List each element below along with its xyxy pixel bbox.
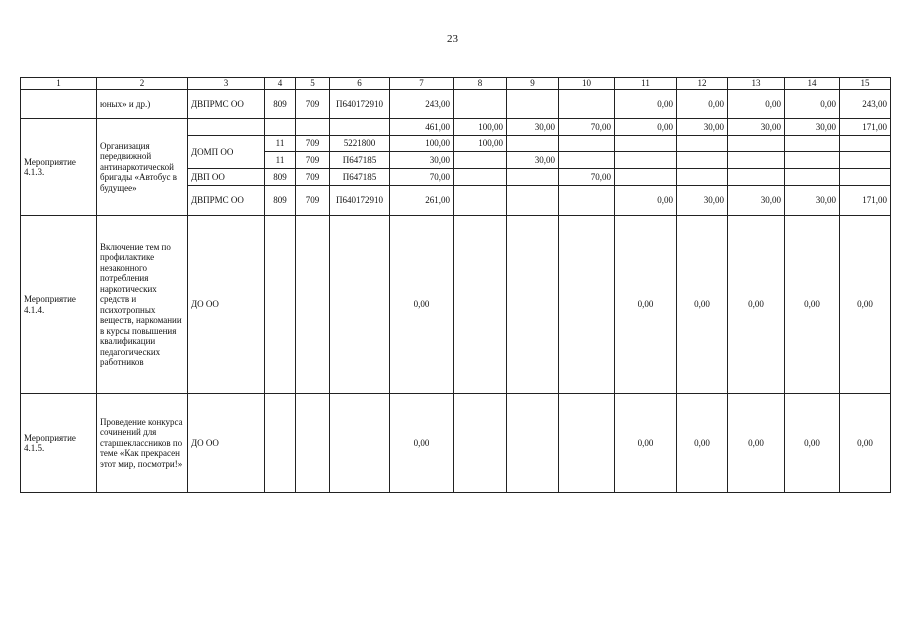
value-cell: [559, 136, 615, 152]
value-cell: [454, 90, 507, 119]
code-cell: 11: [265, 136, 296, 152]
value-cell: 0,00: [615, 90, 677, 119]
code-cell: 709: [296, 152, 330, 169]
table-row: [21, 216, 891, 394]
value-cell: 30,00: [785, 186, 840, 216]
executor-cell: ДО ОО: [188, 216, 265, 394]
table-row: [21, 90, 891, 119]
value-cell: [507, 216, 559, 394]
value-cell: [677, 169, 728, 186]
value-cell: [840, 136, 891, 152]
measure-description: Включение тем по профилактике незаконного потребления наркотических средств и психотропных веществ, наркомании в курсы повышения квалификации педагогических работников: [97, 216, 188, 394]
measure-cell: [21, 90, 97, 119]
measure-title: Мероприятие 4.1.5.: [21, 394, 97, 493]
code-cell: [296, 119, 330, 136]
value-cell: 0,00: [615, 186, 677, 216]
value-cell: [728, 169, 785, 186]
code-cell: 709: [296, 169, 330, 186]
value-cell: 243,00: [390, 90, 454, 119]
code-cell: 709: [296, 90, 330, 119]
value-cell: 30,00: [677, 186, 728, 216]
value-cell: [728, 136, 785, 152]
executor-cell: ДВП ОО: [188, 169, 265, 186]
header-cell: 12: [677, 78, 728, 90]
value-cell: 30,00: [785, 119, 840, 136]
value-cell: 100,00: [454, 119, 507, 136]
value-cell: [615, 169, 677, 186]
value-cell: [507, 169, 559, 186]
code-cell: П647185: [330, 152, 390, 169]
code-cell: [296, 394, 330, 493]
value-cell: [454, 394, 507, 493]
code-cell: [330, 216, 390, 394]
value-cell: 0,00: [785, 394, 840, 493]
value-cell: 30,00: [507, 119, 559, 136]
header-row: [21, 78, 891, 90]
value-cell: 0,00: [390, 394, 454, 493]
code-cell: [296, 216, 330, 394]
header-cell: 8: [454, 78, 507, 90]
value-cell: 70,00: [559, 119, 615, 136]
value-cell: [840, 169, 891, 186]
value-cell: 0,00: [785, 90, 840, 119]
executor-cell: ДО ОО: [188, 394, 265, 493]
value-cell: 171,00: [840, 119, 891, 136]
value-cell: 0,00: [728, 394, 785, 493]
header-cell: 6: [330, 78, 390, 90]
value-cell: 0,00: [728, 90, 785, 119]
value-cell: [559, 90, 615, 119]
value-cell: [507, 90, 559, 119]
value-cell: 70,00: [390, 169, 454, 186]
measure-description: Проведение конкурса сочинений для старшеклассников по теме «Как прекрасен этот мир, посмотри!»: [97, 394, 188, 493]
value-cell: [785, 152, 840, 169]
value-cell: [559, 216, 615, 394]
value-cell: 0,00: [840, 394, 891, 493]
code-cell: [265, 216, 296, 394]
code-cell: П640172910: [330, 90, 390, 119]
header-cell: 4: [265, 78, 296, 90]
code-cell: [330, 394, 390, 493]
value-cell: [454, 216, 507, 394]
value-cell: [785, 136, 840, 152]
value-cell: 70,00: [559, 169, 615, 186]
header-cell: 15: [840, 78, 891, 90]
value-cell: 0,00: [840, 216, 891, 394]
value-cell: [454, 152, 507, 169]
value-cell: 243,00: [840, 90, 891, 119]
code-cell: П647185: [330, 169, 390, 186]
code-cell: П640172910: [330, 186, 390, 216]
value-cell: [559, 152, 615, 169]
value-cell: [677, 152, 728, 169]
value-cell: 0,00: [785, 216, 840, 394]
value-cell: [559, 394, 615, 493]
code-cell: 809: [265, 186, 296, 216]
value-cell: 30,00: [507, 152, 559, 169]
value-cell: 30,00: [677, 119, 728, 136]
code-cell: 11: [265, 152, 296, 169]
code-cell: 709: [296, 186, 330, 216]
value-cell: [507, 136, 559, 152]
value-cell: 261,00: [390, 186, 454, 216]
header-cell: 7: [390, 78, 454, 90]
value-cell: 0,00: [677, 90, 728, 119]
code-cell: [265, 394, 296, 493]
value-cell: [785, 169, 840, 186]
value-cell: 100,00: [390, 136, 454, 152]
header-cell: 10: [559, 78, 615, 90]
table-row: [21, 394, 891, 493]
value-cell: 100,00: [454, 136, 507, 152]
table-row: [21, 119, 891, 136]
code-cell: 809: [265, 169, 296, 186]
value-cell: 0,00: [615, 394, 677, 493]
value-cell: [677, 136, 728, 152]
value-cell: 30,00: [728, 186, 785, 216]
code-cell: 809: [265, 90, 296, 119]
value-cell: [507, 394, 559, 493]
measure-title: Мероприятие 4.1.3.: [21, 119, 97, 216]
budget-table: [20, 77, 891, 493]
value-cell: [507, 186, 559, 216]
code-cell: [265, 119, 296, 136]
value-cell: 0,00: [390, 216, 454, 394]
value-cell: [454, 186, 507, 216]
value-cell: [615, 152, 677, 169]
code-cell: 709: [296, 136, 330, 152]
value-cell: 0,00: [615, 119, 677, 136]
executor-cell: ДВПРМС ОО: [188, 90, 265, 119]
header-cell: 13: [728, 78, 785, 90]
code-cell: 5221800: [330, 136, 390, 152]
measure-title: Мероприятие 4.1.4.: [21, 216, 97, 394]
value-cell: [454, 169, 507, 186]
header-cell: 1: [21, 78, 97, 90]
value-cell: 171,00: [840, 186, 891, 216]
value-cell: 0,00: [728, 216, 785, 394]
value-cell: 461,00: [390, 119, 454, 136]
value-cell: 0,00: [677, 394, 728, 493]
header-cell: 5: [296, 78, 330, 90]
executor-cell: [188, 119, 265, 136]
value-cell: [728, 152, 785, 169]
value-cell: 0,00: [677, 216, 728, 394]
value-cell: [615, 136, 677, 152]
header-cell: 14: [785, 78, 840, 90]
value-cell: 30,00: [390, 152, 454, 169]
header-cell: 11: [615, 78, 677, 90]
code-cell: [330, 119, 390, 136]
value-cell: 0,00: [615, 216, 677, 394]
header-cell: 2: [97, 78, 188, 90]
value-cell: [840, 152, 891, 169]
value-cell: [559, 186, 615, 216]
executor-cell: ДОМП ОО: [188, 136, 265, 169]
executor-cell: ДВПРМС ОО: [188, 186, 265, 216]
header-cell: 3: [188, 78, 265, 90]
header-cell: 9: [507, 78, 559, 90]
measure-description: Организация передвижной антинаркотической бригады «Автобус в будущее»: [97, 119, 188, 216]
value-cell: 30,00: [728, 119, 785, 136]
page-number: 23: [447, 33, 458, 45]
description-cell: юных» и др.): [97, 90, 188, 119]
